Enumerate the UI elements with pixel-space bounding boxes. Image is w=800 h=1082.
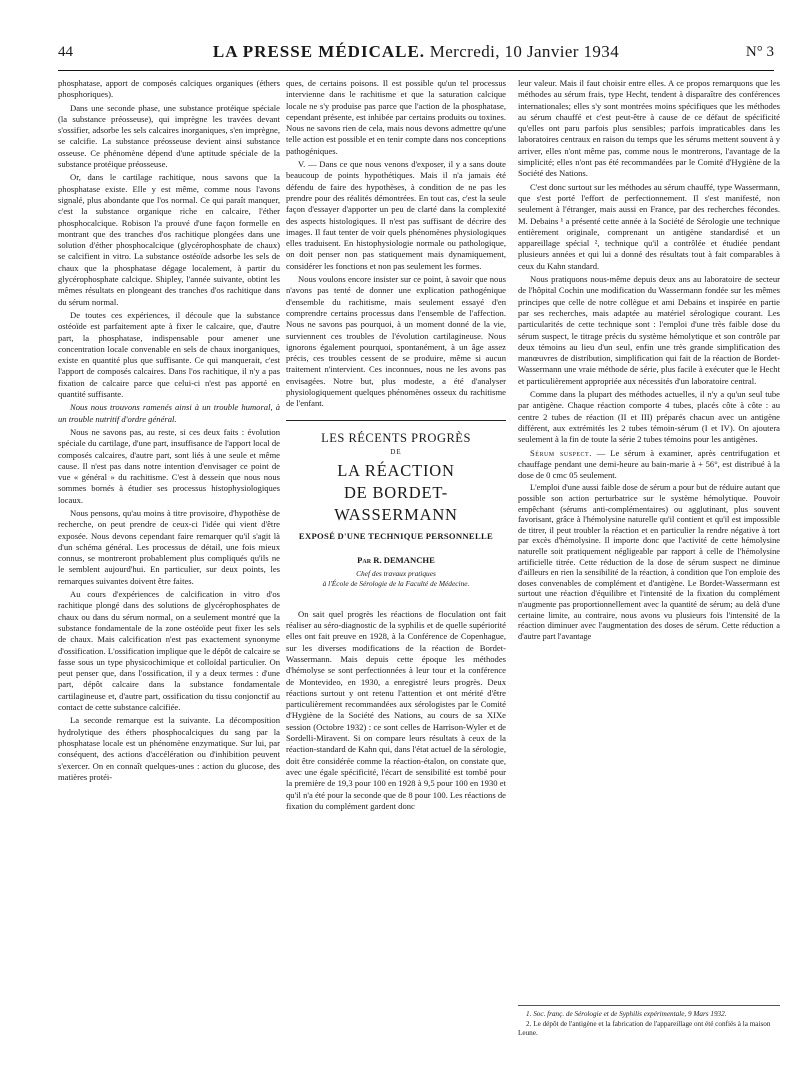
- author-affiliation: [286, 569, 506, 589]
- paragraph: De toutes ces expériences, il découle que la substance ostéoïde est parfaitement apte à fixer le calcaire, que, d'autre part, la phosphatase, indispensable pour amener une concentration locale convenable en sels de chaux inorganiques, existe en quantité plus que suffisante. Ce qui manquerait, c'est l'apport de composés calcaires. Dans l'os rachitique, il n'y a pas fixation de calcaire parce que celui-ci n'est pas apporté en quantité suffisante.: [58, 309, 280, 400]
- article-subtitle: EXPOSÉ D'UNE TECHNIQUE PERSONNELLE: [298, 531, 494, 542]
- footnote-2: 2. Le dépôt de l'antigène et la fabrication de l'appareillage ont été confiés à la maison Leune.: [518, 1019, 771, 1038]
- affiliation-line2: à l'École de Sérologie de la Faculté de Médecine.: [322, 578, 470, 588]
- previous-article-end: [286, 78, 506, 410]
- page-number: 44: [58, 44, 73, 60]
- paragraph: phosphatase, apport de composés calciques organiques (éthers phosphoriques).: [58, 78, 280, 100]
- paragraph: Nous pratiquons nous-même depuis deux ans au laboratoire de secteur de l'hôpital Cochin une modification du Wassermann fondée sur les mêmes principes que celle de notre collègue et ami Debains et inspirée en partie par ses recherches, mais adaptée au matériel sérologique courant. Les particularités de cette technique sont : l'emploi d'une très faible dose du sérum suspect, le titrage précis du système hémolytique et son contrôle par deux témoins au lieu d'un seul, enfin une très grande simplification des manœuvres de distribution, simplification qui fait de la réaction de Bordet-Wassermann une vraie méthode de série, plus facile à exécuter que le Hecht et particulièrement appropriée aux nécessités d'un laboratoire central.: [518, 274, 780, 386]
- paragraph: Or, dans le cartilage rachitique, nous savons que la phosphatase existe. Elle y est même, comme nous l'avons signalé, plus abondante que l'os normal. Ce qui paraît manquer, c'est la substance organique riche en calcaire, l'éther phosphocalcique. Robison l'a prouvé d'une façon formelle en montrant que des tranches d'os rachitique plongées dans une solution d'éther phosphocalcique (glycérophosphate de chaux) se calcifient in vitro. La substance ostéoïde adsorbe les sels de chaux que la phosphatase dégage localement, à partir du glycérophosphate calcique. Shipley, l'année suivante, obtint les mêmes résultats en plongeant des tranches d'os rachitique dans du sérum normal.: [58, 172, 280, 307]
- article-title-line2: DE BORDET-WASSERMANN: [334, 483, 458, 525]
- article-kicker: LES RÉCENTS PROGRÈS: [321, 430, 471, 445]
- issue-number: N° 3: [745, 44, 774, 60]
- column-left: [58, 78, 280, 785]
- article-separator: [286, 420, 506, 421]
- paragraph: leur valeur. Mais il faut choisir entre elles. A ce propos remarquons que les méthodes au sérum frais, type Hecht, tendent à disparaître des conférences internationales; elles s'y sont montrées moins spécifiques que les méthodes au sérum chauffé et c'est peut-être à cause de ce défaut de spécificité qu'elles ont paru parfois plus sensibles; parfois impraticables dans les laboratoires centraux en raison du temps que les sérums mettent souvent à y arriver, elles n'ont même pas, comme nous le montrerons, l'avantage de la simplicité; elles n'ont pas été recommandées par le Comité d'Hygiène de la Société des Nations.: [518, 78, 780, 179]
- paragraph: V. — Dans ce que nous venons d'exposer, il y a sans doute beaucoup de points hypothétiques. Mais il n'a jamais été défendu de faire des hypothèses, à condition de ne pas les prendre pour des réalités démontrées. En tout cas, c'est la seule façon d'essayer d'apporter un peu de clarté dans la complexité des aspects histologiques. Il n'est pas suffisant de décrire des images. Il faut tenter de voir quels phénomènes physiologiques elles traduisent. En histophysiologie normale ou pathologique, on doit penser non pas statiquement mais dynamiquement, considérer les fonctions et non pas seulement les formes.: [286, 159, 506, 271]
- paragraph: La seconde remarque est la suivante. La décomposition hydrolytique des éthers phosphocalciques du sang par la phosphatase locale est un phénomène enzymatique. Sur lui, par conséquent, des actions d'accélération ou d'inhibition peuvent s'exercer. On en connaît quelques-unes : action du glucose, des matières protéi-: [58, 715, 280, 782]
- paragraph: L'emploi d'une aussi faible dose de sérum a pour but de réduire autant que possible son action perturbatrice sur le système hémolytique. Pouvoir empêchant (sérums anti-complémentaires) ou agglutinant, plus souvent favorisant, grâce à l'hémolysine naturelle qu'il contient et qu'il est impossible de titrer, il peut troubler la réaction et en particulier la rendre négative à tort par excès d'hémolysine. Il importe donc que l'activité de cette hémolysine naturelle soit pratiquement négligeable par rapport à celle de l'hémolysine artificielle titrée. Cette réduction de la dose de sérum suspect ne diminue d'ailleurs en rien la sensibilité de la réaction, à condition que l'on emploie des doses convenables de complément et d'antigène. Le Bordet-Wassermann est surtout une réaction d'équilibre et l'intensité de la fixation du complément n'augmente pas proportionnellement avec la quantité de sérum; au delà d'une certaine limite, au contraire, nous avons vu plusieurs fois l'intensité de la réaction diminuer avec l'augmentation des doses de sérum. Cette réduction a d'autre part l'avantage: [518, 483, 780, 641]
- paragraph: Nous pensons, qu'au moins à titre provisoire, d'hypothèse de recherche, on peut prendre de ceux-ci l'idée qui vient d'être exposée. Nous devons cependant faire remarquer qu'il s'agit là d'un schéma général. Les processus de détail, une fois mieux connus, se montreront probablement plus compliqués qu'ils ne le semblent aujourd'hui. En particulier, sur deux points, les remarques suivantes doivent être faites.: [58, 507, 280, 586]
- paragraph-lead: Sérum suspect.: [530, 447, 592, 458]
- paragraph: [518, 448, 780, 482]
- article-author: Par R. DEMANCHE: [357, 554, 435, 565]
- article-title-line1: LA RÉACTION: [337, 461, 455, 481]
- paragraph: Nous voulons encore insister sur ce point, à savoir que nous n'avons pas tenté de donner une explication pathogénique d'ensemble du rachitisme, mais seulement essayé d'en comprendre certains processus dans l'ensemble de l'affection. Nous ne savons pas pourquoi, à un moment donné de la vie, surviennent ces troubles de l'évolution cartilagineuse. Nous ignorons également pourquoi, spontanément, à un âge assez précis, ces troubles cessent de se produire, même si aucun traitement n'intervient. Ces inconnues, nous ne les avons pas envisagées. Notre but, plus modeste, a été d'analyser physiologiquement quelques phénomènes osseux du rachitisme de l'enfant.: [286, 274, 506, 409]
- paragraph: Dans une seconde phase, une substance protéique spéciale (la substance préosseuse), qui imprègne les travées devant s'ossifier, adsorbe les sels calcaires inorganiques, s'en imprègne, se calcifie. La substance préosseuse devient ainsi substance osseuse. Ce phénomène dépend d'une aptitude spéciale de la substance protéique préosseuse.: [58, 102, 280, 170]
- footnote-1: 1. Soc. franç. de Sérologie et de Syphilis expérimentale, 9 Mars 1932.: [526, 1010, 727, 1018]
- article-kicker-de: DE: [390, 447, 402, 456]
- footnotes: [518, 1005, 780, 1039]
- paragraph: On sait quel progrès les réactions de floculation ont fait réaliser au séro-diagnostic de la syphilis et de quelle supériorité elles ont fait preuve en 1928, à la Conférence de Copenhague, sur les diverses modifications de la réaction de Bordet-Wassermann. Mais depuis cette époque les méthodes d'hémolyse se sont perfectionnées à leur tour et la conférence de Montevideo, en 1930, a enregistré leurs progrès. Deux réactions surtout y ont retenu l'attention et ont mérité d'être particulièrement recommandées aux sérologistes par le Comité d'Hygiène de la Société des Nations, au cours de sa XIXe session (Octobre 1932) : ce sont celles de Harrison-Wyler et de Sordelli-Miravent. Si on compare leurs résultats à ceux de la réaction-standard de Kahn qui, dans l'état actuel de la sérologie, doit être considérée comme la réaction-étalon, on constate que, avec une égale spécificité, l'écart de sensibilité est tombé pour la première de 19,3 pour 100 en 1928 à 9,5 pour 100 en 1930 et qu'il n'a été pour la seconde que de 8 pour 100. Les réactions de fixation du complément gardent donc: [286, 608, 506, 811]
- article-body-start: [286, 609, 506, 812]
- paragraph: C'est donc surtout sur les méthodes au sérum chauffé, type Wassermann, que s'est porté l'effort de perfectionnement. Il s'est manifesté, non seulement à l'étranger, mais aussi en France, par des recherches fécondes. M. Debains ¹ a présenté cette année à la Société de Sérologie une technique entièrement originale, comprenant un antigène standardisé et un appareillage spécial ², technique qu'il a contrôlée et étudiée pendant plusieurs années et qui lui a donné des résultats tout à fait comparables à ceux du Kahn standard.: [518, 181, 780, 271]
- paragraph-text: — Le sérum à examiner, après centrifugation et chauffage pendant une demi-heure au bain-marie à + 56°, est distribué à la dose de 0 cmc 05 seulement.: [518, 447, 780, 481]
- paragraph: Nous ne savons pas, au reste, si ces deux faits : évolution spéciale du cartilage, d'une part, insuffisance de l'apport local de composés calcaires, d'autre part, sont liés à une seule et même cause. Il n'est pas dans notre intention d'envisager ce point de vue « général » du rachitisme. C'est à dessein que nous nous sommes bornés à étudier ses processus histophysiologiques locaux.: [58, 426, 280, 505]
- page-header: [58, 40, 774, 71]
- paragraph: Comme dans la plupart des méthodes actuelles, il n'y a qu'un seul tube par antigène. Chaque réaction comporte 4 tubes, placés côte à côte : au centre 2 tubes de réaction (II et III) préparés chacun avec un antigène différent, aux extrémités les 2 tubes témoin-sérum (I et IV). On ajoutera seulement à la fin de toute la série 2 tubes témoins pour les antigènes.: [518, 389, 780, 445]
- journal-title: LA PRESSE MÉDICALE.: [212, 42, 426, 61]
- issue-date: Mercredi, 10 Janvier 1934: [429, 42, 620, 61]
- column-middle: [286, 78, 506, 814]
- paragraph: ques, de certains poisons. Il est possible qu'un tel processus intervienne dans le rachitisme et que la saturation calcique locale ne s'y produise pas parce que l'action de la phosphatase, cependant présente, est inhibée par certains produits ou toxines. Nous ne savons rien de cela, mais nous devons admettre qu'une telle action est possible et en tenir compte dans nos conceptions pathogéniques.: [286, 78, 506, 156]
- running-title: [58, 42, 774, 62]
- paragraph: Au cours d'expériences de calcification in vitro d'os rachitique plongé dans des solutions de glycérophosphates de chaux ou dans du sérum normal, on a seulement montré que la substance fondamentale de la zone ostéoïde peut fixer les sels de chaux. Mais calcification n'est pas exactement synonyme d'ossification. L'ossification implique que le dépôt de calcaire se fasse sous un type physicochimique et colloïdal particulier. On peut penser que, dans l'ossification, il y a deux termes : d'une part, dépôt calcaire dans la substance fondamentale cartilagineuse et, d'autre part, ossification du tissu conjonctif au contact de cette substance calcifiée.: [58, 589, 280, 713]
- affiliation-line1: Chef des travaux pratiques: [356, 568, 436, 578]
- paragraph: Nous nous trouvons ramenés ainsi à un trouble humoral, à un trouble nutritif d'ordre général.: [58, 402, 280, 424]
- column-right: [518, 78, 780, 644]
- article-heading: [286, 430, 506, 589]
